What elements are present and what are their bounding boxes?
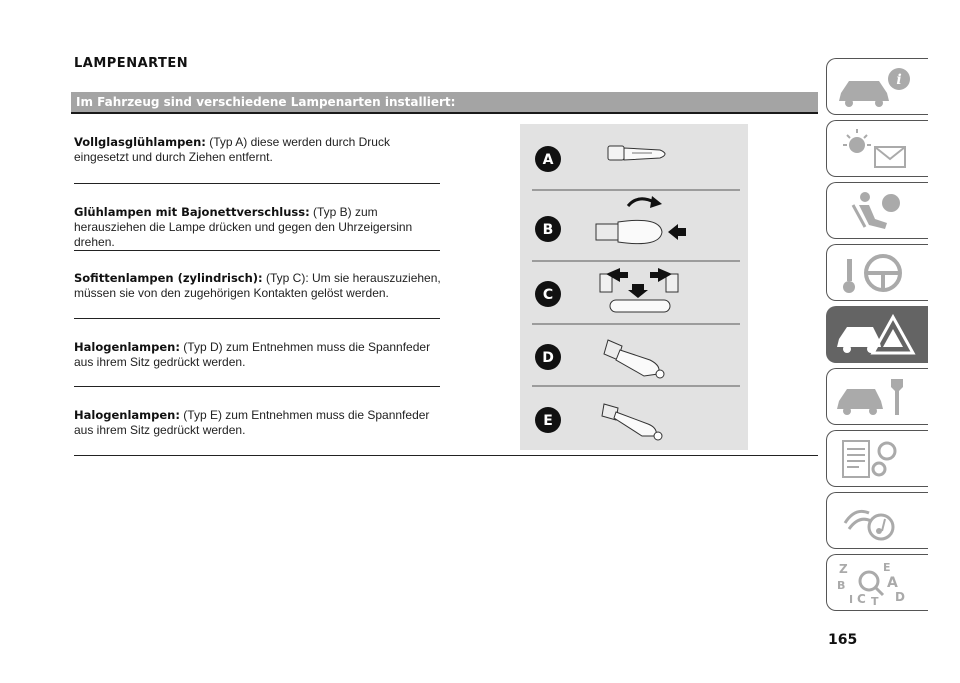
tab-safety[interactable] <box>826 182 928 239</box>
tab-warning-lights[interactable] <box>826 120 928 177</box>
entry-text: (Typ D) zum Entnehmen muss die Spannfeder aus ihrem Sitz gedrückt werden. <box>74 340 431 369</box>
lamp-types-figure <box>520 124 748 450</box>
svg-text:C: C <box>542 287 554 303</box>
section-banner <box>71 92 818 114</box>
entry-text: (Typ E) zum Entnehmen muss die Spannfeder aus ihrem Sitz gedrückt werden. <box>74 408 430 437</box>
halogen-h1-bulb-icon <box>602 404 662 440</box>
entry-term: Glühlampen mit Bajonettverschluss: <box>74 205 310 219</box>
lamp-entry-a <box>74 135 444 165</box>
tab-starting-driving[interactable] <box>826 244 928 301</box>
banner-text: Im Fahrzeug sind verschiedene Lampenarten installiert: <box>76 95 456 109</box>
svg-text:T: T <box>871 595 879 607</box>
svg-text:B: B <box>837 579 846 592</box>
warning-lights-message-icon <box>835 125 921 173</box>
halogen-h4-bulb-icon <box>604 340 664 378</box>
svg-text:A: A <box>887 575 898 591</box>
label-e-badge <box>535 407 561 433</box>
car-maintenance-wrench-icon <box>835 373 921 421</box>
technical-data-gear-icon <box>835 435 921 483</box>
lamp-entry-d <box>74 340 444 370</box>
entry-text: (Typ B) zum herausziehen die Lampe drücken und gegen den Uhrzeigersinn drehen. <box>74 205 413 249</box>
label-d-badge <box>535 344 561 370</box>
lamp-entry-e <box>74 408 444 438</box>
svg-text:E: E <box>883 561 891 574</box>
divider <box>74 318 440 319</box>
entry-term: Vollglasglühlampen: <box>74 135 206 149</box>
label-a-badge <box>535 146 561 172</box>
divider <box>74 183 440 184</box>
svg-text:I: I <box>849 593 854 606</box>
svg-text:A: A <box>542 152 554 168</box>
svg-text:B: B <box>542 222 554 238</box>
svg-text:Z: Z <box>839 562 848 576</box>
tab-servicing[interactable] <box>826 368 928 425</box>
label-b-badge <box>535 216 561 242</box>
svg-text:i: i <box>896 72 902 88</box>
tab-emergency[interactable] <box>826 306 928 363</box>
tab-multimedia[interactable] <box>826 492 928 549</box>
alphabetical-index-search-icon <box>835 559 921 607</box>
multimedia-music-icon <box>835 497 921 545</box>
entry-term: Halogenlampen: <box>74 340 180 354</box>
entry-term: Halogenlampen: <box>74 408 180 422</box>
entry-text: (Typ A) diese werden durch Druck eingesetzt und durch Ziehen entfernt. <box>74 135 390 164</box>
section-heading: LAMPENARTEN <box>74 56 189 71</box>
svg-text:E: E <box>543 413 553 429</box>
entry-text: (Typ C): Um sie herauszuziehen, müssen sie von den zugehörigen Kontakten gelöst werden. <box>74 271 441 300</box>
car-breakdown-warning-icon <box>835 311 921 359</box>
airbag-seat-icon <box>835 187 921 235</box>
lamp-entry-b <box>74 205 444 250</box>
svg-text:D: D <box>542 350 554 366</box>
divider <box>74 386 440 387</box>
svg-text:D: D <box>895 590 905 604</box>
bayonet-bulb-icon <box>596 196 686 244</box>
car-info-icon <box>835 63 921 111</box>
wedge-bulb-icon <box>608 146 665 160</box>
tab-technical-data[interactable] <box>826 430 928 487</box>
page-number: 165 <box>828 632 858 648</box>
festoon-bulb-icon <box>600 268 678 312</box>
tab-car-info[interactable] <box>826 58 928 115</box>
key-steering-wheel-icon <box>835 249 921 297</box>
tab-index[interactable] <box>826 554 928 611</box>
section-bottom-rule <box>74 455 818 456</box>
lamp-entry-c <box>74 271 444 301</box>
entry-term: Sofittenlampen (zylindrisch): <box>74 271 263 285</box>
svg-text:C: C <box>857 592 866 606</box>
label-c-badge <box>535 281 561 307</box>
divider <box>74 250 440 251</box>
